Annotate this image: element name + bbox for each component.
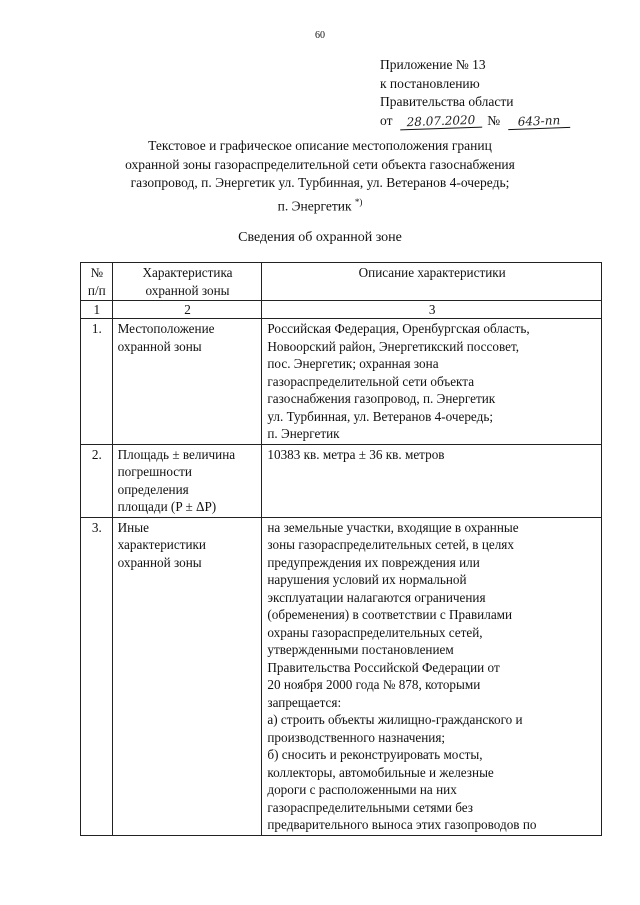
description-line: газораспределительными сетями без bbox=[267, 799, 474, 815]
characteristic-cell bbox=[112, 517, 262, 835]
characteristic-line: охранной зоны bbox=[117, 338, 202, 354]
description-cell bbox=[262, 319, 602, 445]
description-line: п. Энергетик bbox=[267, 426, 340, 441]
column-number-row bbox=[81, 301, 602, 319]
header-col-characteristic-line: Характеристика bbox=[142, 265, 233, 280]
description-line: утвержденными постановлением bbox=[267, 642, 454, 657]
header-col-characteristic-line: охранной зоны bbox=[145, 282, 230, 298]
characteristic-line: площади (P ± ΔP) bbox=[117, 499, 217, 514]
description-line: коллекторы, автомобильные и железные bbox=[267, 764, 494, 780]
table-row bbox=[81, 319, 602, 445]
section-subtitle: Сведения об охранной зоне bbox=[238, 230, 402, 245]
column-number-cell: 1 bbox=[81, 301, 113, 319]
header-col-characteristic bbox=[112, 263, 262, 301]
description-line: эксплуатации налагаются ограничения bbox=[267, 589, 486, 605]
appendix-line-3: Правительства области bbox=[380, 94, 514, 109]
description-line: б) сносить и реконструировать мосты, bbox=[267, 747, 483, 762]
description-line: на земельные участки, входящие в охранные bbox=[267, 519, 519, 535]
row-number-cell: 1. bbox=[81, 319, 113, 445]
description-line: газораспределительной сети объекта bbox=[267, 373, 475, 389]
description-line: Новоорский район, Энергетикский поссовет, bbox=[267, 338, 520, 354]
title-line-2: охранной зоны газораспределительной сети объекта газоснабжения bbox=[125, 156, 515, 172]
description-line: производственного назначения; bbox=[267, 729, 446, 745]
description-line: Правительства Российской Федерации от bbox=[267, 659, 500, 675]
column-number-cell: 2 bbox=[112, 301, 262, 319]
page-number: 60 bbox=[315, 30, 325, 41]
title-line-4-wrap bbox=[90, 193, 550, 216]
handwritten-date: 28.07.2020 bbox=[400, 113, 482, 130]
title-line-1: Текстовое и графическое описание местоположения границ bbox=[148, 138, 492, 153]
characteristic-cell bbox=[112, 319, 262, 445]
description-cell bbox=[262, 517, 602, 835]
description-line: ул. Турбинная, ул. Ветеранов 4-очередь; bbox=[267, 408, 494, 424]
header-col-number-line: п/п bbox=[87, 282, 106, 298]
characteristic-line: погрешности bbox=[117, 464, 192, 479]
title-line-3: газопровод, п. Энергетик ул. Турбинная, ул. Ветеранов 4-очередь; bbox=[130, 175, 510, 190]
description-line: пос. Энергетик; охранная зона bbox=[267, 356, 439, 371]
number-prefix: № bbox=[487, 112, 501, 128]
handwritten-number: 643-пп bbox=[507, 113, 569, 129]
characteristic-line: определения bbox=[117, 481, 189, 497]
zone-info-table bbox=[80, 262, 602, 836]
description-line: газоснабжения газопровод, п. Энергетик bbox=[267, 391, 496, 406]
description-line: дороги с расположенными на них bbox=[267, 782, 457, 797]
appendix-line-1: Приложение № 13 bbox=[380, 57, 486, 72]
document-title bbox=[90, 137, 550, 216]
description-line: Российская Федерация, Оренбургская область, bbox=[267, 321, 530, 336]
characteristic-line: охранной зоны bbox=[117, 554, 202, 570]
characteristic-line: характеристики bbox=[117, 537, 206, 552]
description-cell bbox=[262, 444, 602, 517]
description-line: (обременения) в соответствии с Правилами bbox=[267, 607, 513, 622]
description-line: запрещается: bbox=[267, 694, 342, 710]
characteristic-line: Иные bbox=[117, 519, 149, 535]
description-line: 20 ноября 2000 года № 878, которыми bbox=[267, 677, 481, 692]
header-col-description: Описание характеристики bbox=[262, 263, 602, 301]
appendix-line-2: к постановлению bbox=[380, 75, 480, 91]
table-header-row bbox=[81, 263, 602, 301]
table-row bbox=[81, 444, 602, 517]
appendix-block bbox=[380, 56, 570, 130]
characteristic-cell bbox=[112, 444, 262, 517]
table-row bbox=[81, 517, 602, 835]
date-prefix: от bbox=[380, 112, 393, 128]
appendix-date-line bbox=[380, 112, 570, 131]
header-col-number bbox=[81, 263, 113, 301]
row-number-cell: 3. bbox=[81, 517, 113, 835]
description-line: предварительного выноса этих газопроводов по bbox=[267, 817, 537, 832]
description-line: а) строить объекты жилищно-гражданского и bbox=[267, 712, 523, 727]
description-line: зоны газораспределительных сетей, в целях bbox=[267, 537, 514, 552]
title-footnote-mark: *) bbox=[354, 196, 363, 207]
column-number-cell: 3 bbox=[262, 301, 602, 319]
description-line: предупреждения их повреждения или bbox=[267, 554, 480, 570]
description-line: 10383 кв. метра ± 36 кв. метров bbox=[267, 446, 445, 462]
header-col-number-line: № bbox=[90, 265, 104, 280]
row-number-cell: 2. bbox=[81, 444, 113, 517]
description-line: охраны газораспределительных сетей, bbox=[267, 624, 483, 640]
characteristic-line: Местоположение bbox=[117, 321, 215, 336]
characteristic-line: Площадь ± величина bbox=[117, 446, 236, 462]
title-line-4: п. Энергетик bbox=[277, 198, 352, 213]
description-line: нарушения условий их нормальной bbox=[267, 572, 467, 587]
